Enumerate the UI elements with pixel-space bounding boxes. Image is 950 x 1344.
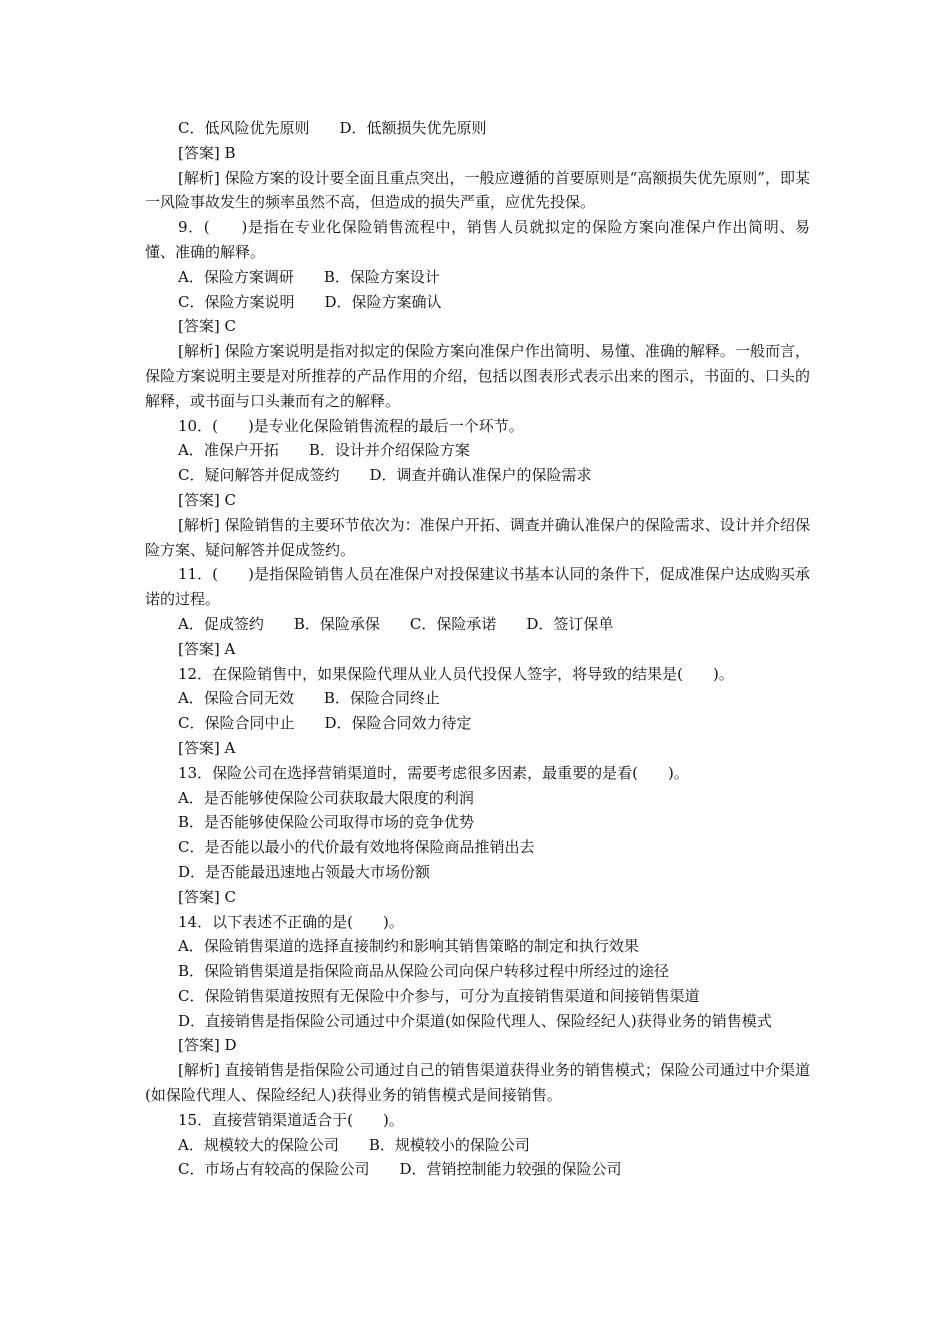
answer-line: [答案] A bbox=[178, 639, 236, 658]
question-9: 9．( )是指在专业化保险销售流程中，销售人员就拟定的保险方案向准保户作出简明、易懂、准确的解释。 bbox=[145, 218, 810, 261]
option-line: C．市场占有较高的保险公司 D．营销控制能力较强的保险公司 bbox=[178, 1160, 622, 1179]
answer-line: [答案] C bbox=[178, 490, 236, 509]
answer-line: [答案] A bbox=[178, 738, 236, 757]
option-line: C．疑问解答并促成签约 D．调查并确认准保户的保险需求 bbox=[178, 466, 592, 485]
question-12: 12．在保险销售中，如果保险代理从业人员代投保人签字，将导致的结果是( )。 bbox=[178, 664, 734, 683]
option-line: C．是否能以最小的代价最有效地将保险商品推销出去 bbox=[178, 838, 535, 857]
option-line: A．保险销售渠道的选择直接制约和影响其销售策略的制定和执行效果 bbox=[178, 937, 639, 956]
explanation-paragraph: [解析] 保险方案的设计要全面且重点突出，一般应遵循的首要原则是“高额损失优先原则”，即某一风险事故发生的频率虽然不高，但造成的损失严重，应优先投保。 bbox=[145, 168, 810, 212]
explanation-paragraph: [解析] 直接销售是指保险公司通过自己的销售渠道获得业务的销售模式；保险公司通过中介渠道(如保险代理人、保险经纪人)获得业务的销售模式是间接销售。 bbox=[145, 1061, 810, 1105]
question-14: 14．以下表述不正确的是( )。 bbox=[178, 912, 404, 931]
option-line: A．保险方案调研 B．保险方案设计 bbox=[178, 267, 440, 286]
option-line: A．准保户开拓 B．设计并介绍保险方案 bbox=[178, 441, 470, 460]
explanation-paragraph: [解析] 保险方案说明是指对拟定的保险方案向准保户作出简明、易懂、准确的解释。一般而言，保险方案说明主要是对所推荐的产品作用的介绍，包括以图表形式表示出来的图示，书面的、口头的解释，或书面与口头兼而有之的解释。 bbox=[145, 342, 810, 410]
option-line: A．规模较大的保险公司 B．规模较小的保险公司 bbox=[178, 1135, 530, 1154]
option-line: A．保险合同无效 B．保险合同终止 bbox=[178, 689, 440, 708]
explanation-paragraph: [解析] 保险销售的主要环节依次为：准保户开拓、调查并确认准保户的保险需求、设计并介绍保险方案、疑问解答并促成签约。 bbox=[145, 515, 810, 559]
option-line: C．低风险优先原则 D．低额损失优先原则 bbox=[178, 119, 487, 137]
option-line: A．是否能够使保险公司获取最大限度的利润 bbox=[178, 788, 474, 807]
option-line: D．直接销售是指保险公司通过中介渠道(如保险代理人、保险经纪人)获得业务的销售模式 bbox=[178, 1011, 772, 1030]
question-15: 15．直接营销渠道适合于( )。 bbox=[178, 1110, 404, 1129]
option-line: C．保险合同中止 D．保险合同效力待定 bbox=[178, 714, 472, 733]
answer-line: [答案] C bbox=[178, 887, 236, 906]
answer-line: [答案] D bbox=[178, 1036, 237, 1055]
option-line: D．是否能最迅速地占领最大市场份额 bbox=[178, 862, 431, 881]
option-line: C．保险方案说明 D．保险方案确认 bbox=[178, 292, 442, 311]
answer-line: [答案] B bbox=[178, 143, 236, 162]
option-line: B．保险销售渠道是指保险商品从保险公司向保户转移过程中所经过的途径 bbox=[178, 962, 670, 981]
question-10: 10．( )是专业化保险销售流程的最后一个环节。 bbox=[178, 416, 524, 435]
option-line: A．促成签约 B．保险承保 C．保险承诺 D．签订保单 bbox=[178, 614, 614, 633]
question-11: 11．( )是指保险销售人员在准保户对投保建议书基本认同的条件下，促成准保户达成购买承诺的过程。 bbox=[145, 565, 810, 609]
document-body bbox=[145, 116, 810, 1182]
answer-line: [答案] C bbox=[178, 317, 236, 336]
option-line: C．保险销售渠道按照有无保险中介参与，可分为直接销售渠道和间接销售渠道 bbox=[178, 986, 700, 1005]
question-13: 13．保险公司在选择营销渠道时，需要考虑很多因素，最重要的是看( )。 bbox=[178, 763, 689, 782]
option-line: B．是否能够使保险公司取得市场的竞争优势 bbox=[178, 813, 475, 832]
